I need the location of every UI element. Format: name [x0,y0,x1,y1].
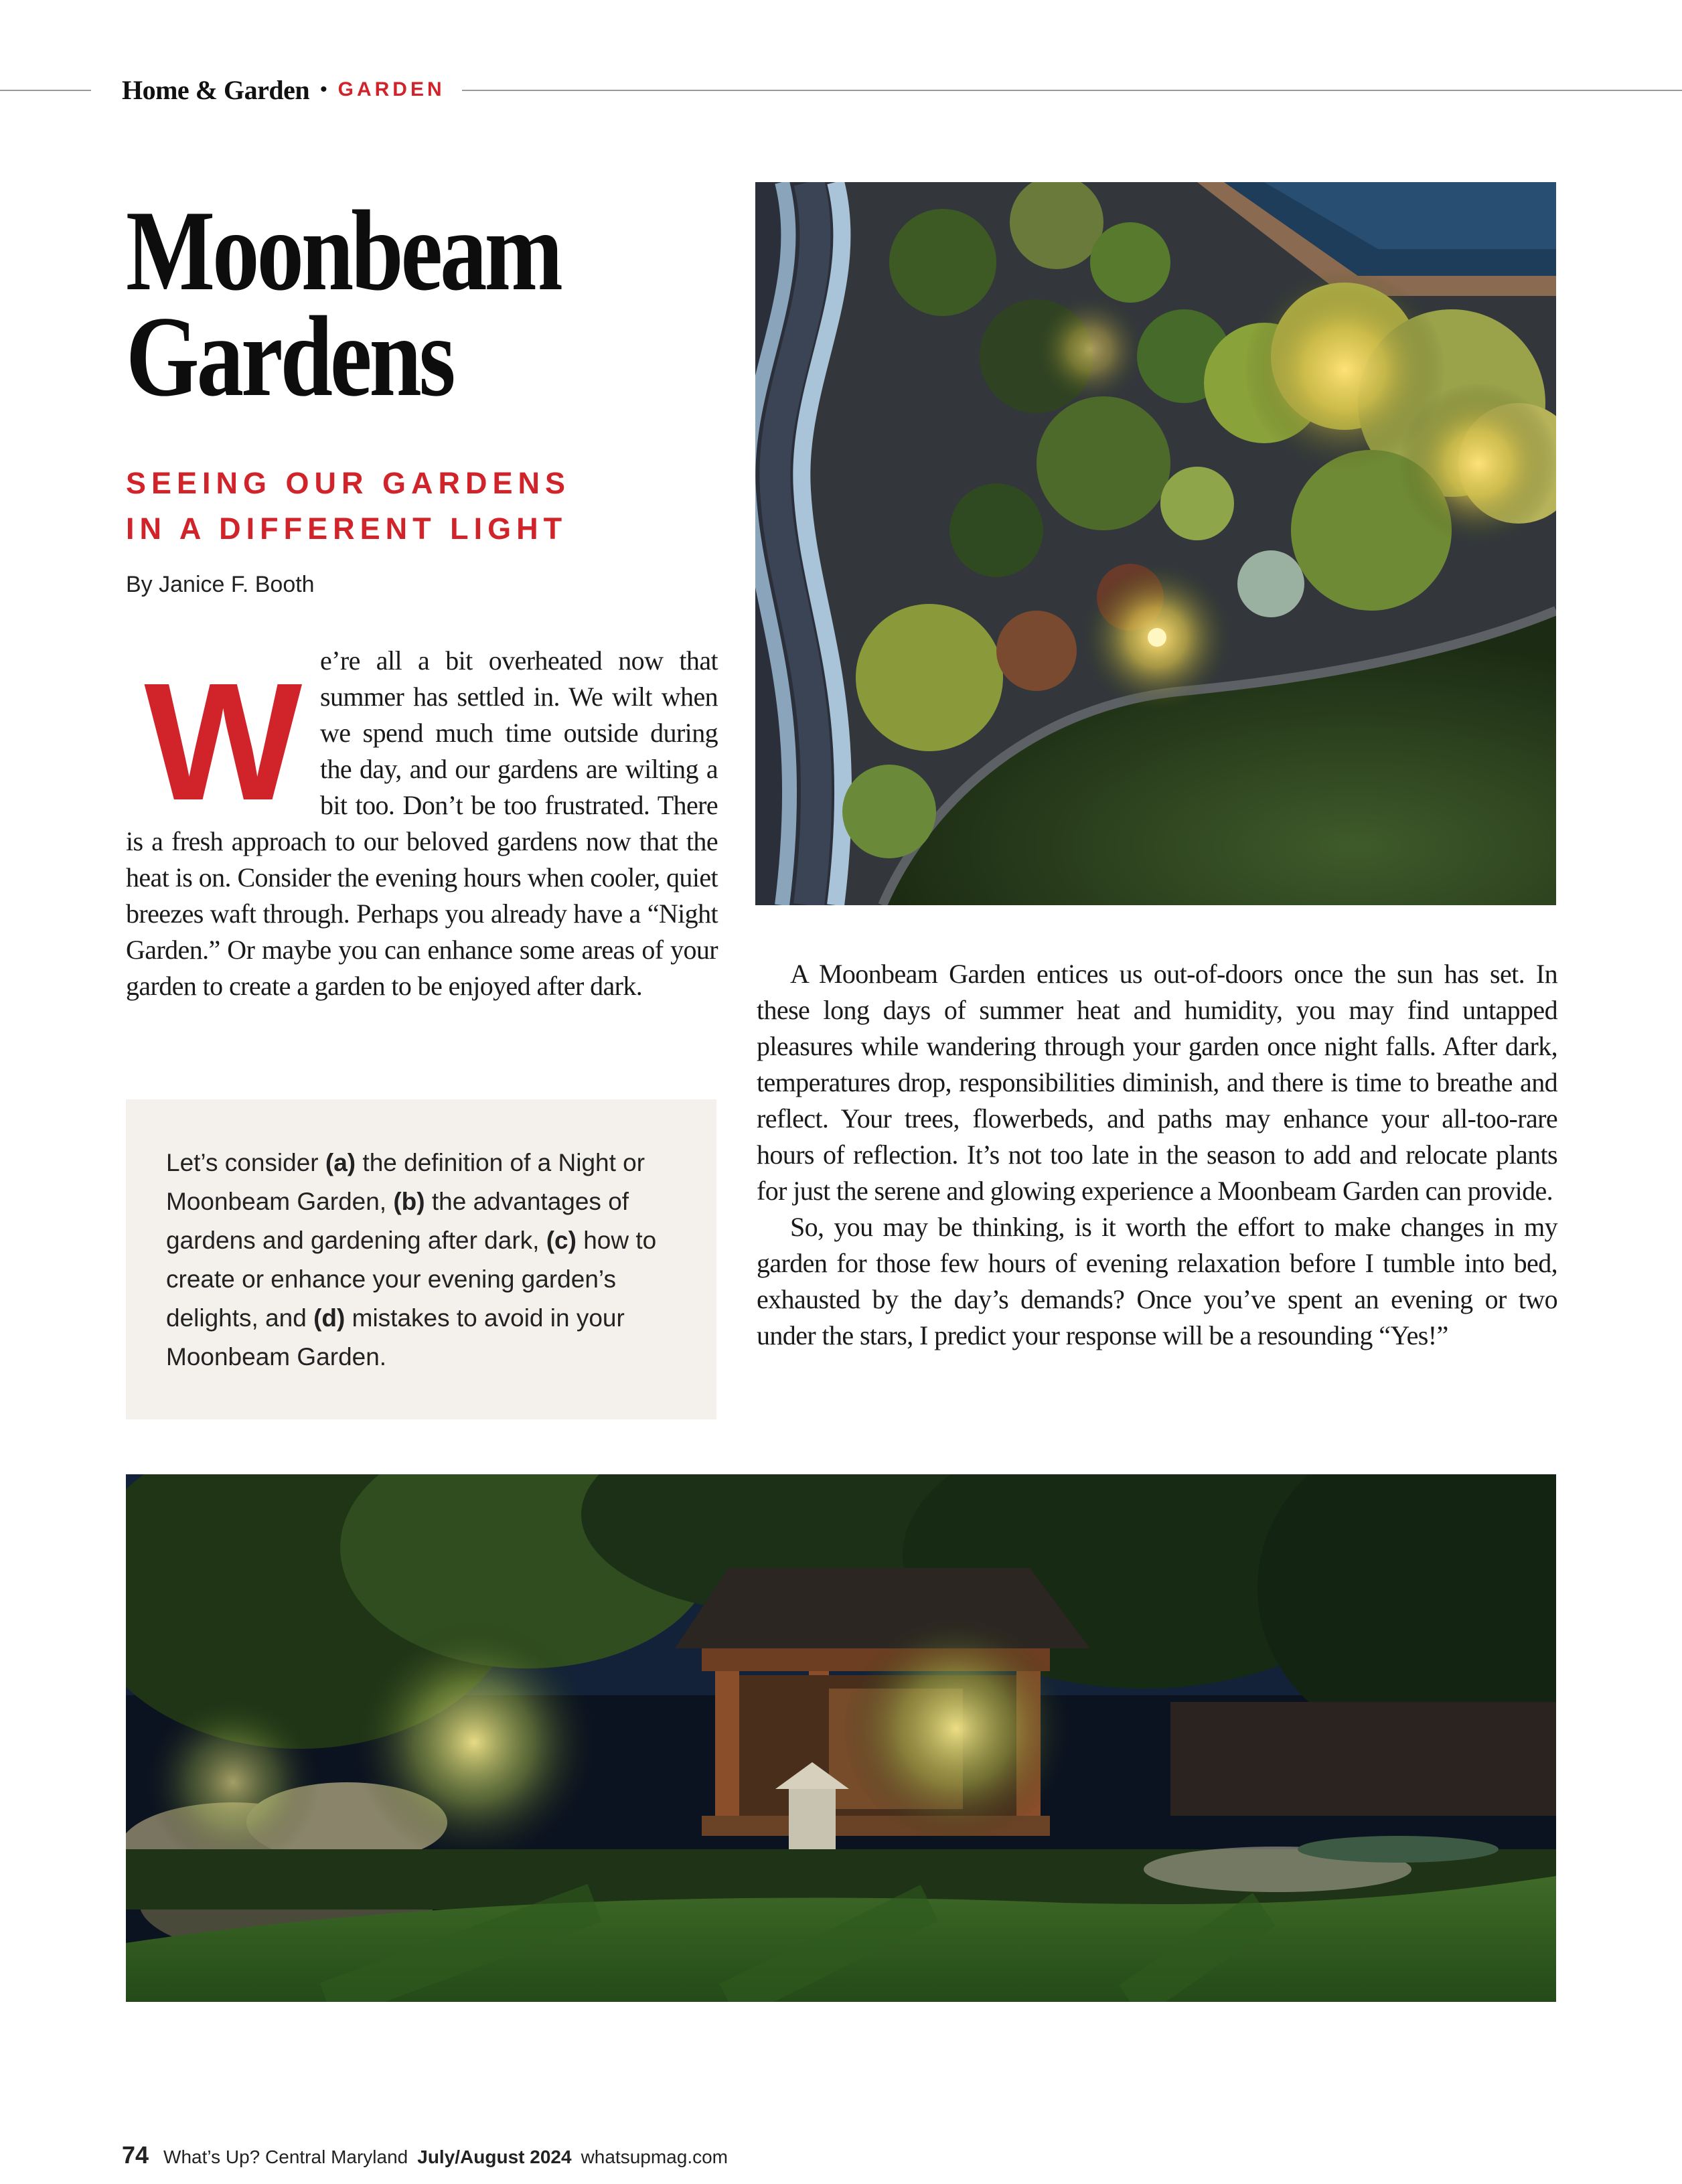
header-brand: Home & Garden [122,74,310,105]
callout-text-1: Let’s consider [166,1149,325,1176]
page-footer [122,2141,737,2171]
aerial-garden-photo [755,182,1556,905]
callout-text-5: mistakes to avoid in your Moonbeam Garden. [166,1304,625,1371]
header-rule-right [462,90,1682,91]
footer-publication: What’s Up? Central Maryland [163,2147,408,2167]
page-number: 74 [122,2141,149,2169]
callout-marker-a: (a) [325,1149,356,1176]
subtitle-line-1: SEEING OUR GARDENS [126,466,571,500]
right-column [757,956,1557,1354]
callout-text-4: how to create or enhance your evening garden’s delights, and [166,1227,657,1332]
callout-text-3: the advantages of gardens and gardening after dark, [166,1188,629,1254]
gazebo-garden-illustration [126,1474,1556,2002]
footer-website: whatsupmag.com [581,2147,728,2167]
byline: By Janice F. Booth [126,572,315,597]
running-header [122,71,445,108]
article-subtitle [126,461,729,552]
drop-cap: W [144,648,302,835]
intro-paragraph: e’re all a bit overheated now that summer has settled in. We wilt when we spend much time outside during the day, and our gardens are wilting a bit too. Don’t be too frustrated. There is a fresh approach to our beloved gardens now that the heat is on. Consider the evening hours when cooler, quiet breezes waft through. Perhaps you already have a “Night Garden.” Or maybe you can enhance some areas of your garden to create a garden to be enjoyed after dark. [126,645,718,1001]
subtitle-line-2: IN A DIFFERENT LIGHT [126,512,568,546]
callout-marker-d: (d) [313,1304,346,1332]
gazebo-garden-photo [126,1474,1556,2002]
title-line-2: Gardens [126,293,453,420]
title-line-1: Moonbeam [126,187,560,315]
callout-text-2: the definition of a Night or Moonbeam Garden, [166,1149,645,1215]
article-title [126,187,620,420]
callout-box [126,1099,716,1419]
header-separator: • [320,78,327,100]
header-rule-left [0,90,91,91]
footer-issue: July/August 2024 [417,2147,572,2167]
paragraph-2: A Moonbeam Garden entices us out-of-doors once the sun has set. In these long days of summer heat and humidity, you may find untapped pleasures while wandering through your garden once night falls. After dark, temperatures drop, responsibilities diminish, and there is time to breathe and reflect. Your trees, flowerbeds, and paths may enhance your all-too-rare hours of reflection. It’s not too late in the season to add and relocate plants for just the serene and glowing experience a Moonbeam Garden can provide. [757,959,1557,1206]
paragraph-3: So, you may be thinking, is it worth the effort to make changes in my garden for those few hours of evening relaxation before I tumble into bed, exhausted by the day’s demands? Once you’ve spent an evening or two under the stars, I predict your response will be a resounding “Yes!” [757,1212,1557,1350]
header-section: GARDEN [337,78,445,100]
callout-marker-c: (c) [546,1227,577,1254]
aerial-garden-illustration [755,182,1556,905]
callout-marker-b: (b) [393,1188,425,1215]
intro-column [126,643,718,1004]
